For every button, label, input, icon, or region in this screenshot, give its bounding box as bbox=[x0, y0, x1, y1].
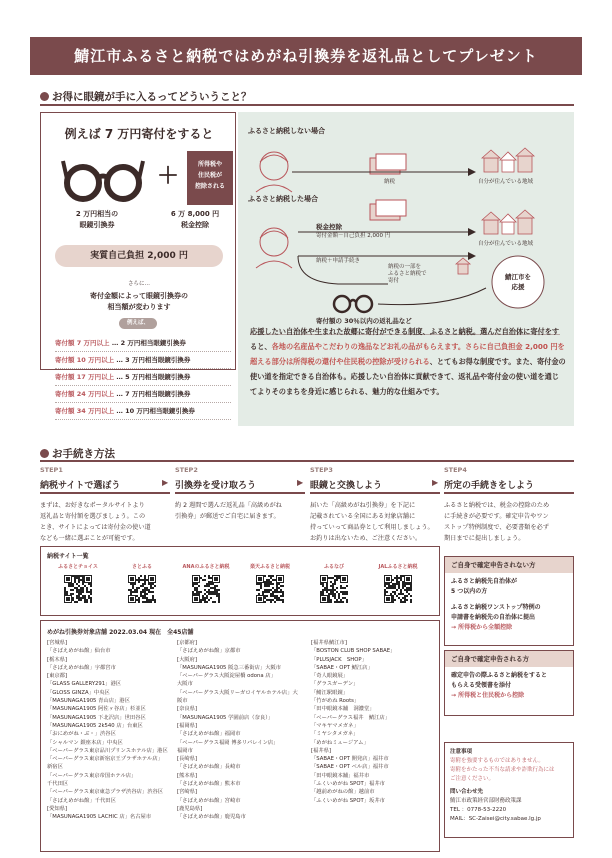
description-fragment: もらえます。さらに自己負担金 2,000 円を超える部分は所得税の還付や住民税の bbox=[250, 342, 565, 366]
step-underline bbox=[175, 492, 305, 494]
contact-mail[interactable]: MAIL：SC-Zaisei@city.sabae.lg.jp bbox=[450, 816, 541, 822]
example-amount: 寄付額 10 万円以上 bbox=[55, 356, 115, 364]
notice-line: 寄附を強要するものではありません。 bbox=[450, 758, 544, 764]
donation-amount-desc: 寄付金額によって眼鏡引換券の 相当額が変わります bbox=[90, 292, 188, 311]
contact-box bbox=[444, 742, 574, 838]
with-furusato-heading: ふるさと納税した場合 bbox=[248, 195, 318, 203]
tax-box-line: 住民税が bbox=[197, 172, 222, 179]
local-area-label-2: 自分が住んでいる地域 bbox=[478, 241, 534, 247]
self-burden-pill: 実質自己負担 2,000 円 bbox=[55, 245, 223, 267]
step-arrow-icon: ▶ bbox=[162, 478, 169, 487]
notice-line: ご注意ください。 bbox=[450, 776, 495, 782]
step-title: 納税サイトで選ぼう bbox=[40, 481, 121, 491]
example-row: 寄付額 10 万円以上 … 3 万円相当眼鏡引換券 bbox=[55, 352, 231, 369]
description-fragment: 応援したい自治体や生まれた故郷に寄付ができる制度、ふるさと納税。 bbox=[250, 327, 481, 336]
example-list bbox=[55, 335, 231, 420]
support-city-label: 鯖江市を 応援 bbox=[505, 273, 531, 291]
portal-name[interactable]: さとふる bbox=[131, 564, 152, 570]
sarani-text: さらに… bbox=[127, 281, 150, 287]
town-icon bbox=[482, 148, 534, 172]
no-tax-return-box bbox=[444, 556, 574, 646]
body-line: ふるさと納税ワンストップ特例の bbox=[451, 604, 541, 611]
example-amount: 寄付額 7 万円以上 bbox=[55, 339, 110, 347]
example-voucher: 2 万円相当眼鏡引換券 bbox=[120, 339, 186, 347]
description-fragment: 控除が受けられる bbox=[372, 357, 430, 366]
example-row: 寄付額 24 万円以上 … 7 万円相当眼鏡引換券 bbox=[55, 386, 231, 403]
step-label: STEP2 bbox=[175, 466, 198, 474]
town-icon bbox=[456, 258, 470, 274]
section1-rule bbox=[40, 104, 574, 106]
body-line: もらえる受領書を添付 bbox=[451, 682, 512, 689]
deduction-caption: 6 万 8,000 円 税金控除 bbox=[170, 210, 220, 229]
description-fragment: よりそのまちを身近に感じられる、魅力的な仕組みです。 bbox=[257, 387, 444, 396]
qr-code-icon[interactable] bbox=[256, 575, 284, 603]
condition-line: 5 つ以内の方 bbox=[451, 588, 488, 595]
qr-code-icon[interactable] bbox=[320, 575, 348, 603]
step-label: STEP3 bbox=[310, 466, 333, 474]
step-label: STEP4 bbox=[444, 466, 467, 474]
money-icon bbox=[370, 200, 406, 220]
qr-code-icon[interactable] bbox=[192, 575, 220, 603]
example-row: 寄付額 34 万円以上 … 10 万円相当眼鏡引換券 bbox=[55, 403, 231, 420]
result-arrow: → 所得税と住民税から控除 bbox=[451, 692, 525, 699]
page-banner: 鯖江市ふるさと納税ではめがね引換券を返礼品としてプレゼント bbox=[30, 37, 582, 75]
qr-code-icon[interactable] bbox=[128, 575, 156, 603]
example-voucher: 7 万円相当眼鏡引換券 bbox=[125, 390, 191, 398]
money-icon bbox=[370, 154, 406, 174]
portal-name[interactable]: ANAのふるさと納税 bbox=[182, 564, 230, 570]
example-voucher: 3 万円相当眼鏡引換券 bbox=[125, 356, 191, 364]
portal-site-box bbox=[40, 546, 440, 616]
step-desc: 届いた「高級めがね引換券」を下記に 記載されている全国にある対象店舗に 持っていって商品券として利用しましょう。 お釣りは出ないため、ご注意ください。 bbox=[310, 502, 434, 542]
glasses-icon bbox=[334, 296, 372, 312]
tax-part-label: 納税の一部を ふるさと納税で 寄付 bbox=[388, 264, 427, 284]
no-furusato-heading: ふるさと納税しない場合 bbox=[248, 127, 325, 135]
shop-list-title: めがね引換券対象店舗 2022.03.04 現在 全45店舗 bbox=[47, 629, 194, 636]
description-fragment: 各地の名産品やこだわりの逸品などお礼の品が bbox=[271, 342, 423, 351]
example-voucher: 5 万円相当眼鏡引換券 bbox=[125, 373, 191, 381]
step-title: 所定の手続きをしよう bbox=[444, 481, 535, 491]
glasses-icon bbox=[61, 153, 145, 205]
tax-return-head: ご自身で確定申告される方 bbox=[445, 651, 573, 667]
step-title: 眼鏡と交換しよう bbox=[310, 481, 383, 491]
contact-head: 問い合わせ先 bbox=[450, 789, 484, 795]
step-desc: 約 2 週間で選んだ返礼品「高級めがね 引換券」が郵送でご自宅に届きます。 bbox=[175, 502, 282, 520]
step-arrow-icon: ▶ bbox=[432, 478, 439, 487]
body-line: 確定申告の際ふるさと納税をすると bbox=[451, 672, 548, 679]
portal-name[interactable]: 楽天ふるさと納税 bbox=[249, 564, 290, 570]
bullet-dot-icon bbox=[40, 449, 49, 458]
bullet-dot-icon bbox=[40, 92, 49, 101]
person-icon bbox=[256, 228, 292, 268]
furusato-description bbox=[250, 324, 566, 399]
step-underline bbox=[310, 492, 440, 494]
notice-line: 寄附をかたった不当な請求や詐欺行為には bbox=[450, 767, 555, 773]
portal-name[interactable]: JALふるさと納税 bbox=[378, 564, 418, 570]
shop-column-2: [京都府] 「さばえめがね館」京都市 [大阪府] 「MASUNAGA1905 阪急三番街店」大阪市 「ベーパーグラス大阪淀屋橋 odona 店」 大阪市 「ベーパーグラス大阪リーガロイヤルホテル店」大 阪市 [奈良県] 「MASUNAGA1905 学園前店（奈良）」 [福岡県] 「さばえめがね館」福岡市 「ベーパーグラス福岡 博多リバレイン店」 福岡市 [長崎県] 「さばえめがね館」長崎市 [熊本県] 「さばえめがね館」熊本市 [宮崎県] 「さばえめがね館」宮崎市 [鹿児島県] 「さばえめがね館」鹿児島市 bbox=[177, 640, 298, 821]
town-icon bbox=[482, 210, 534, 234]
plus-icon: ＋ bbox=[157, 164, 180, 189]
tax-and-app-label: 納税＋申請手続き bbox=[316, 258, 361, 264]
qr-code-icon[interactable] bbox=[64, 575, 92, 603]
step-underline bbox=[444, 492, 574, 494]
example-row: 寄付額 7 万円以上 … 2 万円相当眼鏡引換券 bbox=[55, 335, 231, 352]
step-desc: ふるさと納税では、税金の控除のため に手続きが必要です。確定申告やワン ストップ特例制度で、必要書類を必ず 期日までに提出しましょう。 bbox=[444, 502, 550, 542]
description-fragment: 、とてもお得な制度です。また、寄付金の使い道を指定できる bbox=[250, 357, 566, 381]
step-arrow-icon: ▶ bbox=[297, 478, 304, 487]
description-fragment: 自治体も。応援したい自治体に貢献できて、返礼品や寄付金の使い道を通じて bbox=[250, 372, 559, 396]
body-line: 申請書を納税先の自治体に提出 bbox=[451, 614, 536, 621]
example-voucher: 10 万円相当眼鏡引換券 bbox=[125, 407, 195, 415]
example-amount: 寄付額 17 万円以上 bbox=[55, 373, 115, 381]
tax-box-line: 控除される bbox=[194, 183, 225, 190]
return-gift-label: 寄付額の 30％以内の返礼品など bbox=[316, 317, 412, 325]
notice-head: 注意事項 bbox=[450, 749, 473, 755]
example-amount: 寄付額 34 万円以上 bbox=[55, 407, 115, 415]
tax-return-box bbox=[444, 650, 574, 716]
condition-line: ふるさと納税先自治体が bbox=[451, 578, 518, 585]
portal-name[interactable]: ふるなび bbox=[323, 564, 344, 570]
portal-box-title: 納税サイト一覧 bbox=[47, 553, 89, 560]
local-area-label: 自分が住んでいる地域 bbox=[478, 179, 534, 185]
step-label: STEP1 bbox=[40, 466, 63, 474]
description-fragment: 選んだ自治体に寄付をすると、 bbox=[250, 327, 560, 351]
step-desc: まずは、お好きなポータルサイトより 返礼品と寄付額を選びましょう。この とき、サイトによっては寄付金の使い道 なども一緒に選ぶことが可能です。 bbox=[40, 502, 151, 542]
qr-code-icon[interactable] bbox=[384, 575, 412, 603]
deduction-sub-label: 寄付金額－自己負担 2,000 円 bbox=[316, 233, 391, 239]
step-underline bbox=[40, 492, 170, 494]
example-amount: 寄付額 24 万円以上 bbox=[55, 390, 115, 398]
section1-title: お得に眼鏡が手に入るってどういうこと？ bbox=[40, 89, 252, 104]
contact-org: 鯖江市政策経営部財務政策課 bbox=[450, 798, 522, 804]
example-box-title: 例えば 7 万円寄付をすると bbox=[64, 127, 214, 141]
tax-label: 納税 bbox=[384, 179, 396, 185]
person-icon bbox=[256, 152, 292, 192]
shop-column-3: [福井県鯖江市] 「BOSTON CLUB SHOP SABAE」 「PLUSJACK SHOP」 「SABAE・OPT 鯖江店」 「奇人眼鏡展」 「グラスガーデン」 「鯖江駅眼鏡」 「竹がめね Roots」 「田中眼鏡本舗 洞濃堂」 「ベーパーグラス福井 鯖江店」 「マキヤマメガネ」 「ミヤシタメガネ」 「めがねミュージアム」 [福井県] 「SABAE・OPT 開発店」福井市 「SABAE・OPT ベル店」福井市 「田中眼鏡本舗」福井市 「ふくいめがね SPOT」福井市 「越前めがねの館」越前市 「ふくいめがね SPOT」坂井市 bbox=[311, 640, 396, 804]
tax-box-line: 所得税や bbox=[197, 161, 222, 168]
voucher-caption: 2 万円相当の 眼鏡引換券 bbox=[75, 210, 119, 229]
no-tax-return-head: ご自身で確定申告されない方 bbox=[445, 557, 573, 573]
section2-rule bbox=[40, 460, 574, 462]
portal-name[interactable]: ふるさとチョイス bbox=[58, 564, 98, 570]
example-row: 寄付額 17 万円以上 … 5 万円相当眼鏡引換券 bbox=[55, 369, 231, 386]
contact-tel[interactable]: TEL ：0778-53-2220 bbox=[450, 807, 507, 813]
tax-deduction-box bbox=[187, 151, 233, 205]
example-pill: 例えば、 bbox=[119, 318, 157, 329]
result-arrow: → 所得税から全額控除 bbox=[451, 624, 513, 631]
deduction-label: 税金控除 bbox=[316, 223, 342, 231]
shop-list-box bbox=[40, 620, 440, 852]
shop-column-1: [宮城県] 「さばえめがね館」仙台市 [栃木県] 「さばえめがね館」宇都宮市 [東京都] 「GLASS GALLERY291」港区 「GLOSS GINZA」中央区 「MASUNAGA1905 青山店」港区 「MASUNAGA1905 阿佐ヶ谷店」杉並区 「MASUNAGA1905 下北沢店」世田谷区 「MASUNAGA1905 2k540 店」台東区 「おにめがね・ぶ・」渋谷区 「シャルマン 銀座本店」中央区 「ベーパーグラス東京品川プリンスホテル店」港区 「ベーパーグラス東京新宿京王プラザホテル店」 新宿区 「ベーパーグラス東京帝国ホテル店」 千代田区 「ベーパーグラス東京東急プラザ渋谷店」渋谷区 「さばえめがね館」千代田区 [愛知県] 「MASUNAGA1905 LACHIC 店」名古屋市 bbox=[47, 640, 168, 821]
example-box bbox=[40, 112, 236, 415]
section2-title: お手続き方法 bbox=[40, 446, 115, 461]
step-title: 引換券を受け取ろう bbox=[175, 481, 257, 491]
